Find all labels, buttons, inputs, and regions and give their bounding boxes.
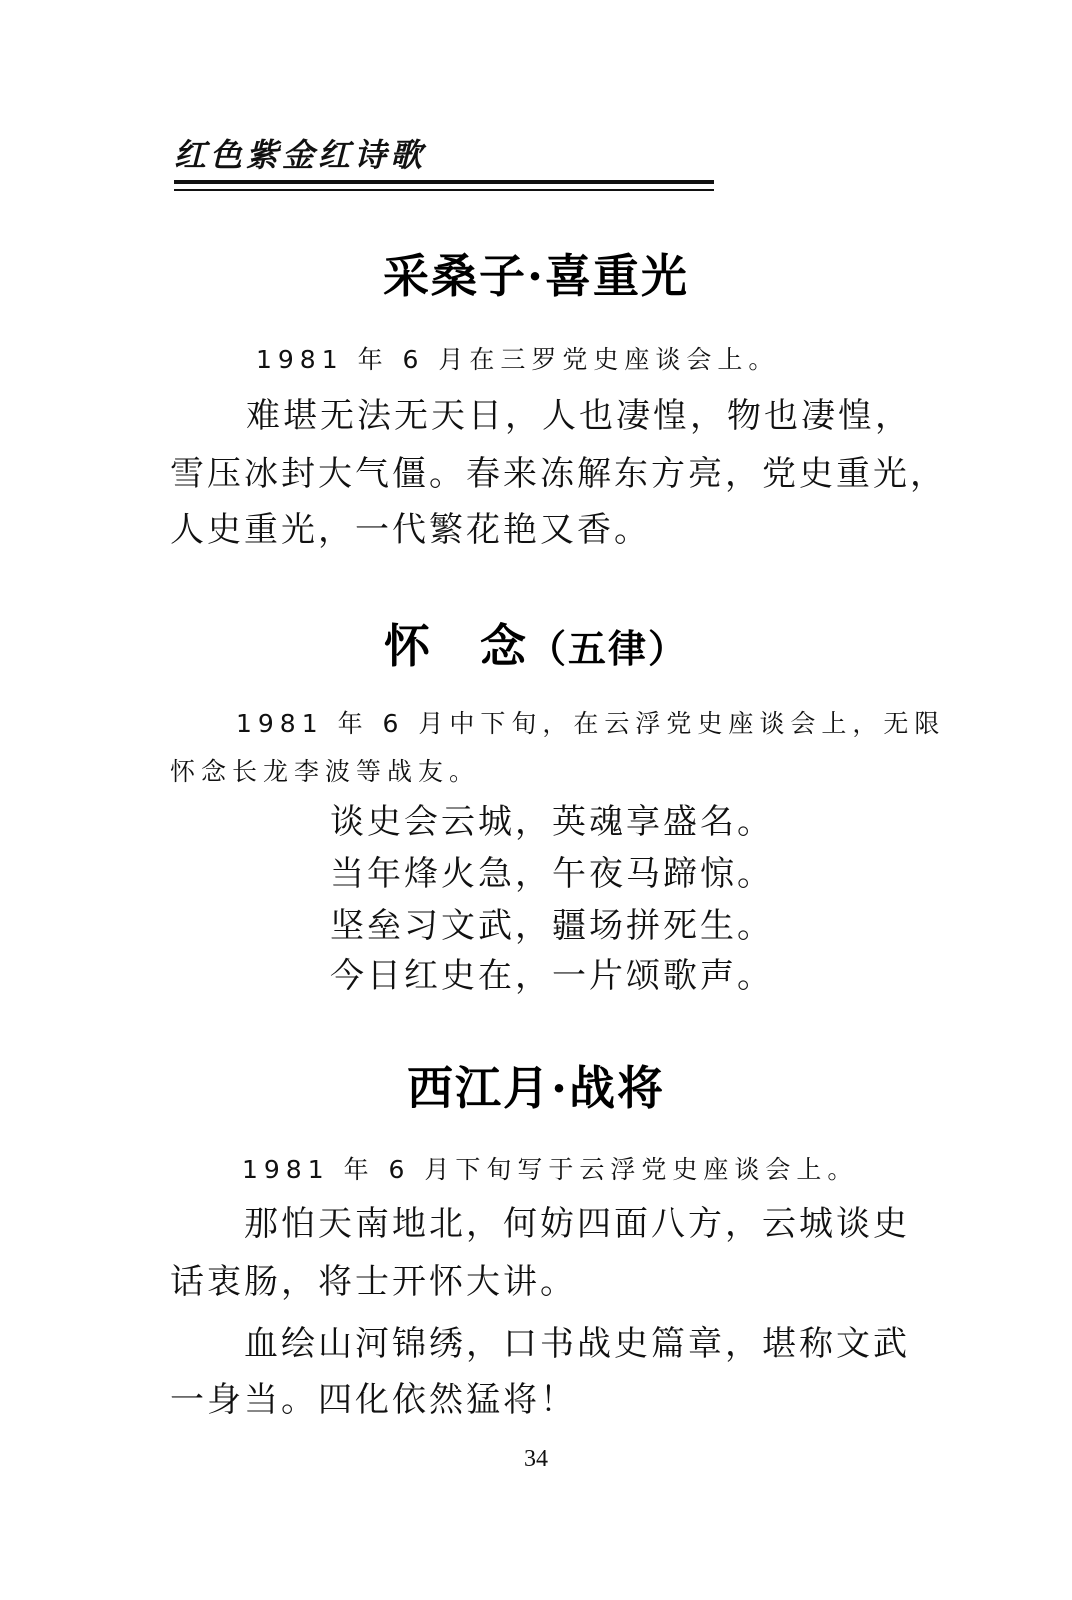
poem-1-title bbox=[0, 240, 1072, 306]
poem-2-note-line-1: 1981 年 6 月中下旬，在云浮党史座谈会上，无限 bbox=[236, 709, 946, 738]
poem-2-title bbox=[0, 610, 1072, 676]
header-rule-thin bbox=[174, 189, 714, 191]
poem-3-body-line-3: 血绘山河锦绣，口书战史篇章，堪称文武 bbox=[244, 1324, 910, 1364]
poem-1-body-line-3: 人史重光，一代繁花艳又香。 bbox=[170, 510, 651, 550]
poem-3-note-line-1: 1981 年 6 月下旬写于云浮党史座谈会上。 bbox=[242, 1155, 859, 1184]
poem-2-body-line-4: 今日红史在，一片颂歌声。 bbox=[330, 956, 774, 996]
running-header: 红色紫金红诗歌 bbox=[174, 136, 427, 174]
poem-3-body-line-4: 一身当。四化依然猛将！ bbox=[170, 1380, 577, 1420]
poem-3-body-line-1: 那怕天南地北，何妨四面八方，云城谈史 bbox=[244, 1204, 910, 1244]
poem-2-title-text: 怀 念 bbox=[383, 619, 528, 673]
poem-3-title-text: 西江月·战将 bbox=[406, 1061, 665, 1115]
header-rule-thick bbox=[174, 180, 714, 184]
page-number: 34 bbox=[524, 1446, 548, 1472]
poem-3-title bbox=[0, 1052, 1072, 1118]
poem-1-body-line-1: 难堪无法无天日，人也凄惶，物也凄惶， bbox=[246, 396, 912, 436]
poem-2-subtitle: （五律） bbox=[527, 626, 688, 671]
poem-2-body-line-3: 坚垒习文武，疆场拼死生。 bbox=[330, 906, 774, 946]
poem-2-body-line-2: 当年烽火急，午夜马蹄惊。 bbox=[330, 854, 774, 894]
poem-1-body-line-2: 雪压冰封大气僵。春来冻解东方亮，党史重光， bbox=[170, 454, 947, 494]
poem-2-body-line-1: 谈史会云城，英魂享盛名。 bbox=[330, 802, 774, 842]
poem-2-note-line-2: 怀念长龙李波等战友。 bbox=[170, 757, 481, 786]
poem-3-body-line-2: 话衷肠，将士开怀大讲。 bbox=[170, 1262, 577, 1302]
poem-1-title-text: 采桑子·喜重光 bbox=[382, 249, 689, 303]
poem-1-note-line-1: 1981 年 6 月在三罗党史座谈会上。 bbox=[256, 345, 780, 374]
